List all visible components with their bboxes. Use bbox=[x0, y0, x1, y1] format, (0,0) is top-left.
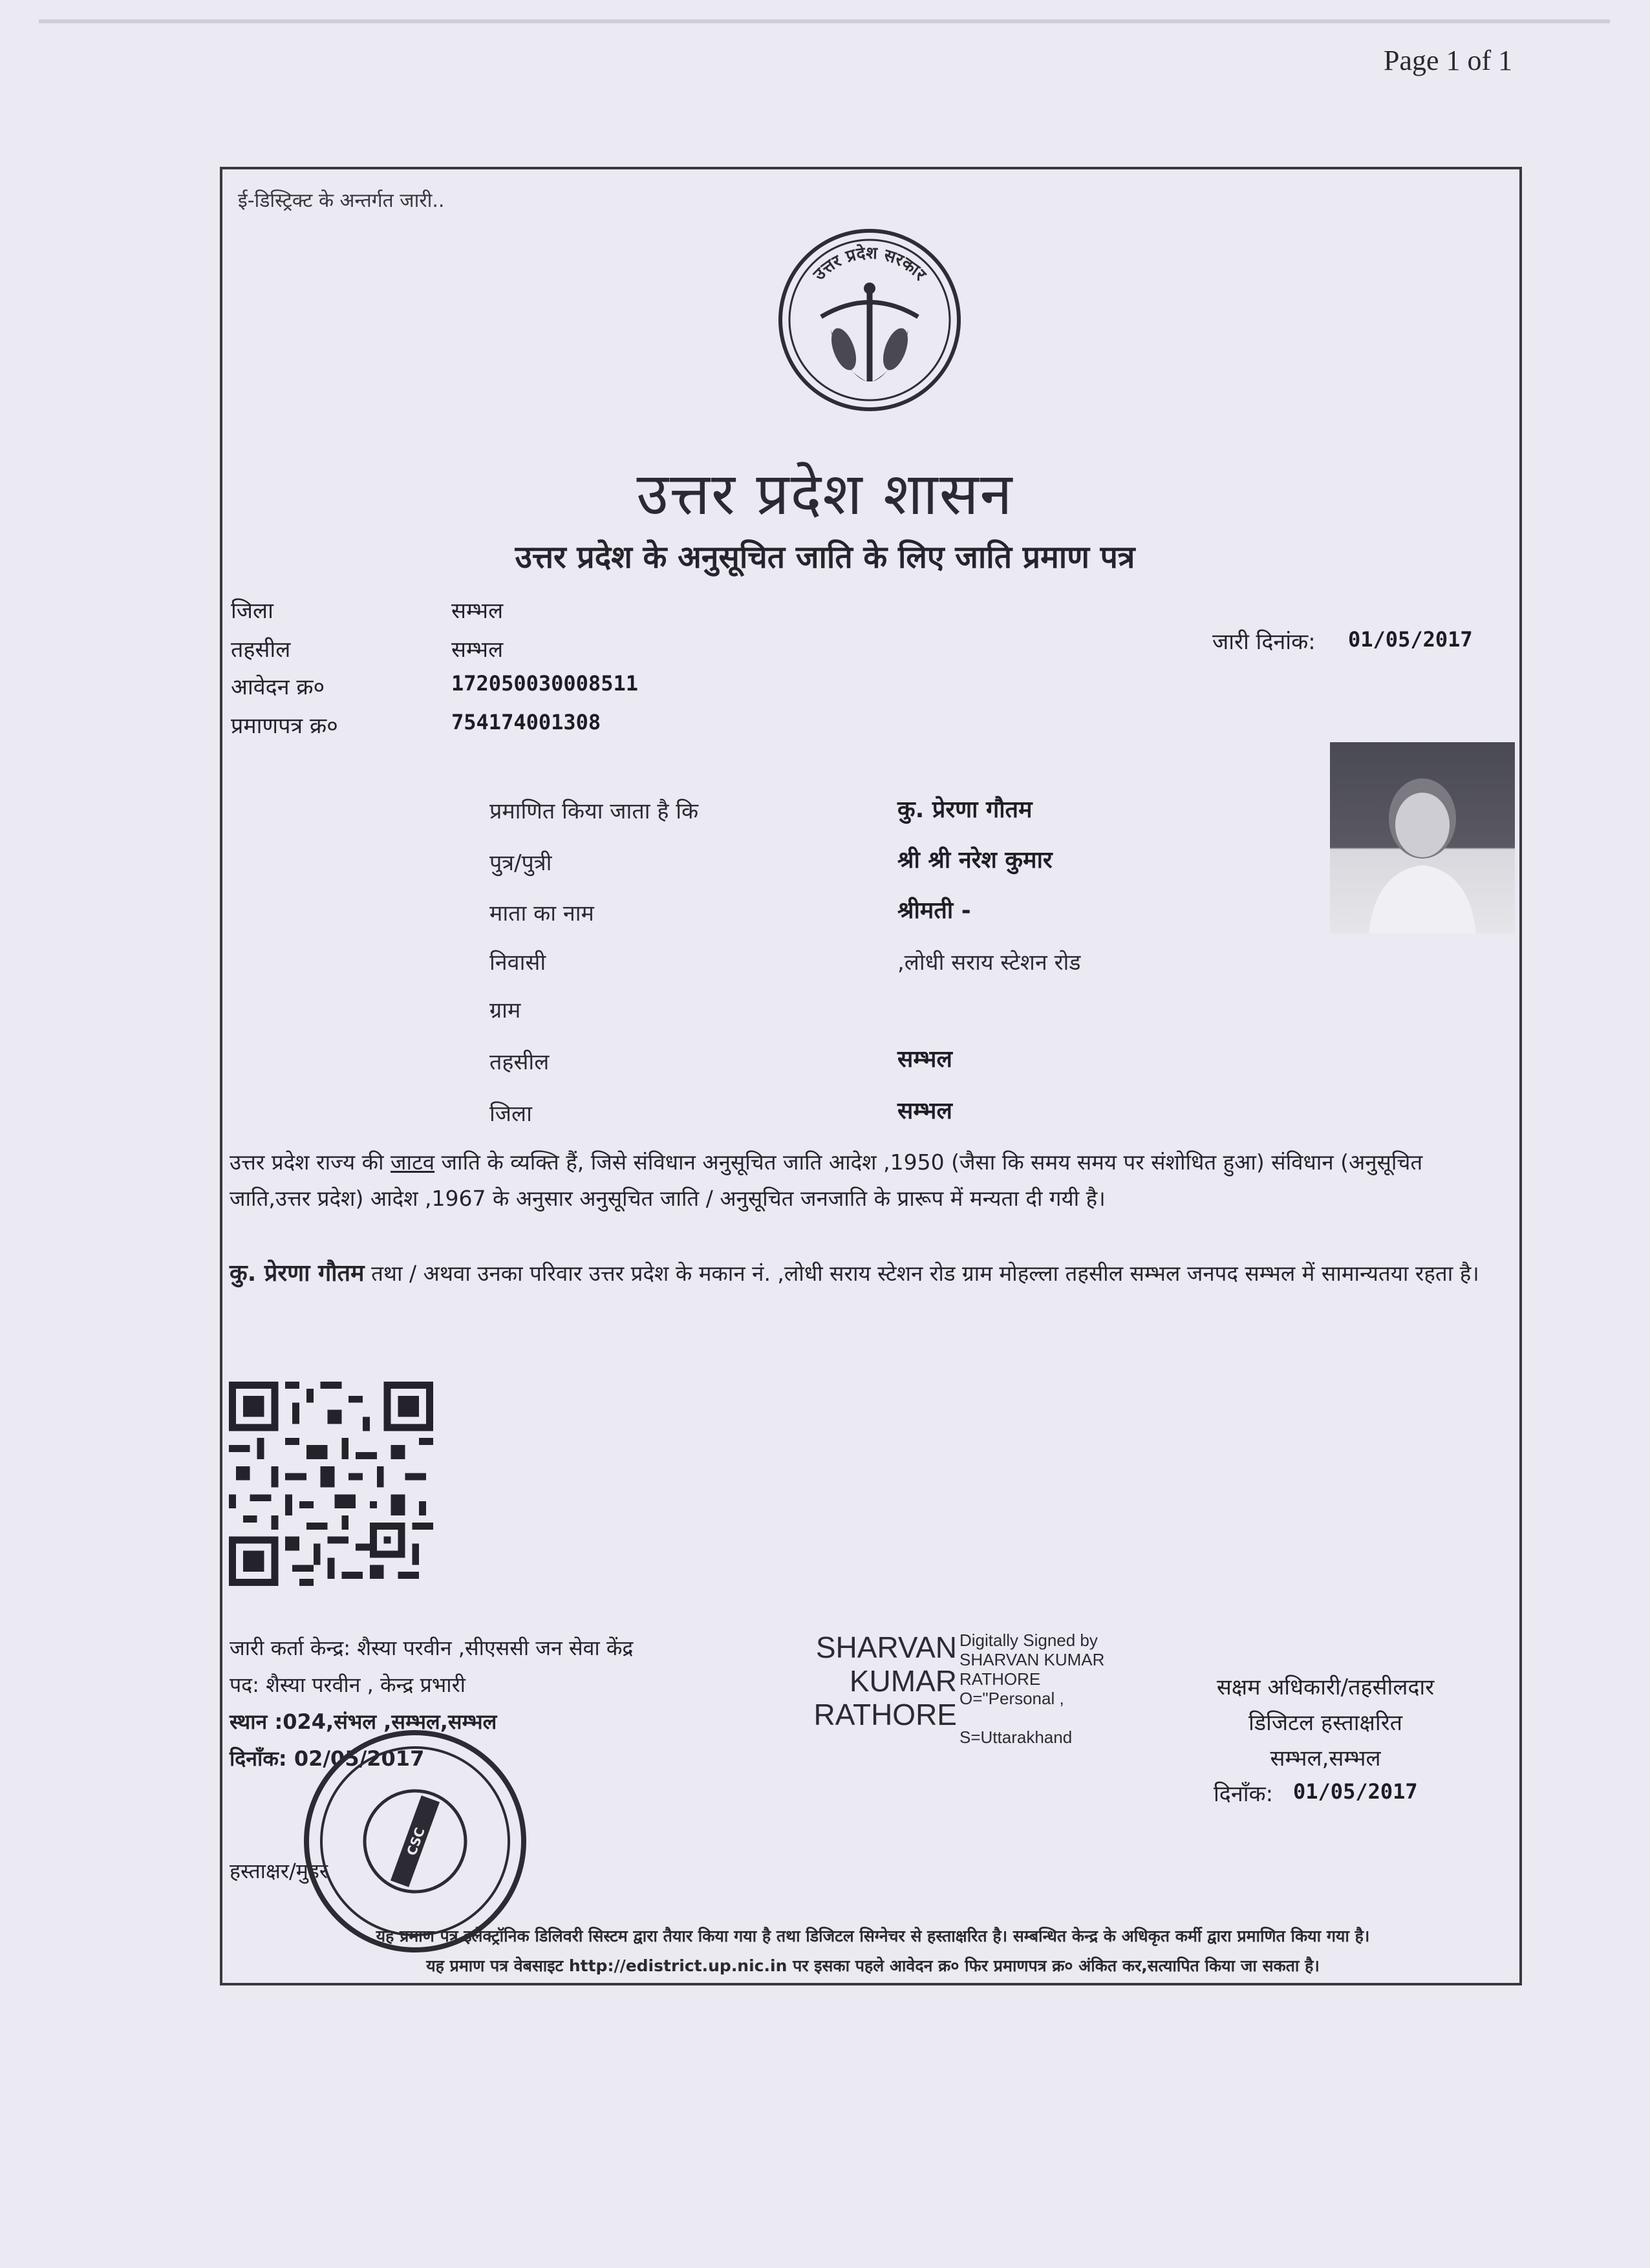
village-label: ग्राम bbox=[489, 998, 521, 1023]
tehsil-label: तहसील bbox=[231, 637, 291, 663]
issuer-place: स्थान :024,संभल ,सम्भल,सम्भल bbox=[230, 1709, 497, 1734]
district-value: सम्भल bbox=[451, 598, 504, 624]
caste-statement bbox=[230, 1144, 1497, 1217]
signature-name-line: RATHORE bbox=[813, 1698, 957, 1731]
signature-name-line: KUMAR bbox=[849, 1664, 957, 1698]
residence-applicant-name: कु. प्रेरणा गौतम bbox=[230, 1260, 365, 1287]
page-number: Page 1 of 1 bbox=[1384, 45, 1513, 76]
issuer-post: पद: शैस्या परवीन , केन्द्र प्रभारी bbox=[230, 1673, 466, 1697]
applicant-photo bbox=[1330, 742, 1515, 934]
signature-detail-line bbox=[959, 1708, 1104, 1728]
mother-name-label: माता का नाम bbox=[489, 901, 594, 926]
document-subtitle: उत्तर प्रदेश के अनुसूचित जाति के लिए जाति प्रमाण पत्र bbox=[515, 539, 1135, 575]
caste-name: जाटव bbox=[391, 1150, 435, 1175]
authority-date-value: 01/05/2017 bbox=[1293, 1779, 1418, 1804]
authority-signed: डिजिटल हस्ताक्षरित bbox=[1248, 1710, 1402, 1736]
authority-place: सम्भल,सम्भल bbox=[1270, 1746, 1381, 1771]
residence-statement bbox=[230, 1256, 1497, 1292]
footer-verification: यह प्रमाण पत्र वेबसाइट http://edistrict.up.nic.in पर इसका पहले आवेदन क्र० फिर प्रमाणपत्र क्र० अंकित कर,सत्यापित किया जा सकता है। bbox=[426, 1956, 1320, 1975]
application-no-value: 172050030008511 bbox=[451, 671, 638, 696]
resident-label: निवासी bbox=[489, 950, 546, 976]
certificate-no-value: 754174001308 bbox=[451, 710, 601, 734]
residence-statement-rest: तथा / अथवा उनका परिवार उत्तर प्रदेश के मकान नं. ,लोधी सराय स्टेशन रोड ग्राम मोहल्ला तहसील सम्भल जनपद सम्भल में सामान्यतया रहता है। bbox=[364, 1261, 1479, 1286]
row-tehsil-value: सम्भल bbox=[897, 1046, 952, 1073]
signature-detail-line: RATHORE bbox=[959, 1669, 1041, 1689]
certified-label: प्रमाणित किया जाता है कि bbox=[489, 798, 699, 824]
caste-statement-rest: जाति के व्यक्ति हैं, जिसे संविधान अनुसूचित जाति आदेश ,1950 (जैसा कि समय समय पर संशोधित हुआ) संविधान (अनुसूचित जाति,उत्तर प्रदेश) आदेश ,1967 के अनुसार अनुसूचित जाति / अनुसूचित जनजाति के प्रारूप में मन्यता दी गयी है। bbox=[230, 1150, 1423, 1211]
official-stamp bbox=[299, 1725, 531, 1958]
svg-text:उत्तर प्रदेश सरकार: उत्तर प्रदेश सरकार bbox=[809, 243, 930, 284]
signature-detail-line: O="Personal , bbox=[959, 1689, 1064, 1708]
district-label: जिला bbox=[231, 598, 273, 624]
qr-code bbox=[229, 1382, 433, 1586]
signature-detail-line: SHARVAN KUMAR bbox=[959, 1650, 1105, 1669]
signature-seal-label: हस्ताक्षर/मुहर bbox=[230, 1859, 328, 1883]
issuing-center: जारी कर्ता केन्द्र: शैस्या परवीन ,सीएससी जन सेवा केंद्र bbox=[230, 1636, 634, 1660]
tehsil-value: सम्भल bbox=[451, 637, 504, 663]
issuer-date: दिनाँक: 02/05/2017 bbox=[230, 1746, 425, 1771]
up-government-emblem bbox=[776, 226, 963, 414]
issue-date-value: 01/05/2017 bbox=[1348, 627, 1473, 652]
issue-date-label: जारी दिनांक: bbox=[1212, 629, 1316, 655]
authority-title: सक्षम अधिकारी/तहसीलदार bbox=[1216, 1674, 1435, 1700]
row-tehsil-label: तहसील bbox=[489, 1049, 550, 1075]
footer-note: यह प्रमाण पत्र इलेक्ट्रॉनिक डिलिवरी सिस्टम द्वारा तैयार किया गया है तथा डिजिटल सिग्नेचर से हस्ताक्षरित है। सम्बन्धित केन्द्र के अधिकृत कर्मी द्वारा प्रमाणित किया गया है। bbox=[376, 1927, 1370, 1945]
father-name: श्री श्री नरेश कुमार bbox=[897, 847, 1053, 873]
digital-signature-name bbox=[763, 1631, 957, 1731]
row-district-label: जिला bbox=[489, 1101, 532, 1127]
son-daughter-label: पुत्र/पुत्री bbox=[489, 850, 552, 876]
application-no-label: आवेदन क्र० bbox=[231, 674, 325, 700]
signature-detail-line: S=Uttarakhand bbox=[959, 1728, 1073, 1747]
mother-name: श्रीमती - bbox=[897, 897, 971, 924]
caste-statement-start: उत्तर प्रदेश राज्य की bbox=[230, 1150, 391, 1175]
svg-text:CSC: CSC bbox=[403, 1825, 428, 1858]
digital-signature-details bbox=[959, 1631, 1104, 1747]
signature-name-line: SHARVAN bbox=[815, 1631, 957, 1664]
scan-artifact bbox=[39, 19, 1610, 23]
resident-value: ,लोधी सराय स्टेशन रोड bbox=[897, 950, 1081, 976]
certificate-no-label: प्रमाणपत्र क्र० bbox=[231, 713, 338, 739]
document-title: उत्तर प्रदेश शासन bbox=[636, 460, 1014, 528]
issued-under-note: ई-डिस्ट्रिक्ट के अन्तर्गत जारी.. bbox=[238, 189, 445, 212]
authority-date-label: दिनाँक: bbox=[1214, 1781, 1274, 1807]
signature-detail-line: Digitally Signed by bbox=[959, 1631, 1098, 1650]
applicant-name: कु. प्रेरणा गौतम bbox=[897, 797, 1033, 823]
row-district-value: सम्भल bbox=[897, 1098, 952, 1124]
